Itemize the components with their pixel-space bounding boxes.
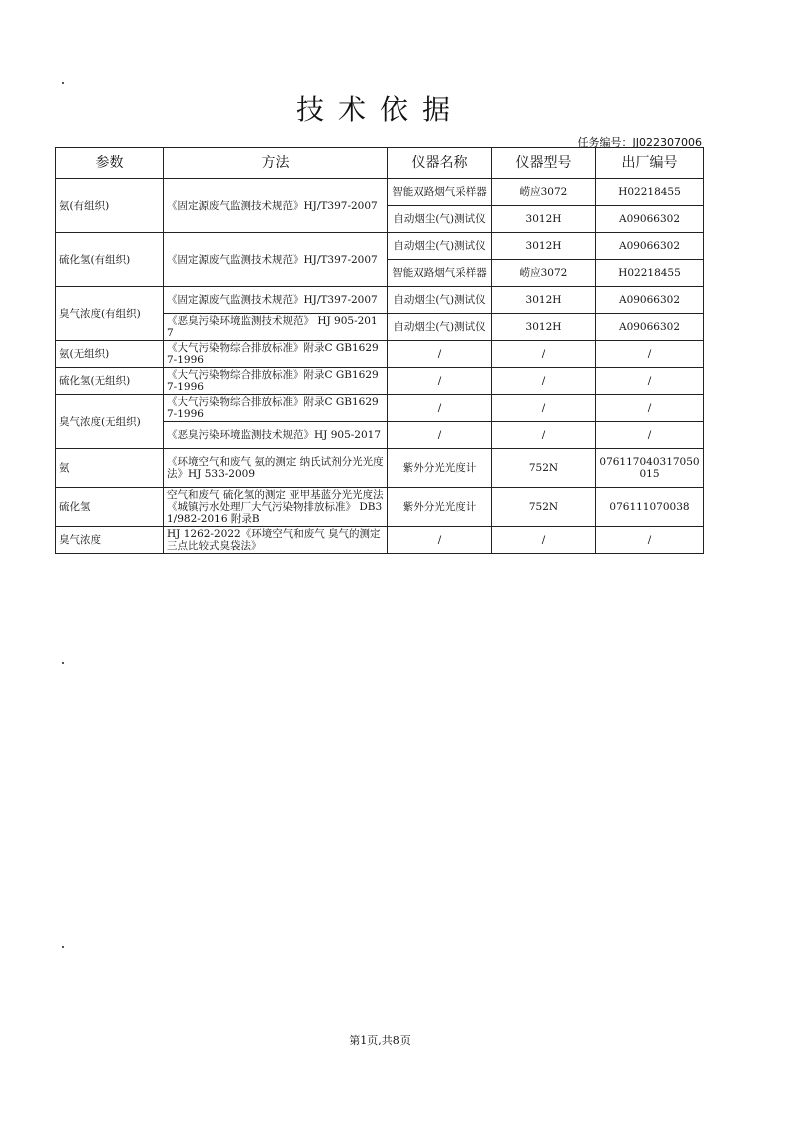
instrument-cell: 自动烟尘(气)测试仪	[388, 287, 492, 314]
page-footer: 第1页,共8页	[349, 1034, 411, 1047]
method-cell: 《固定源废气监测技术规范》HJ/T397-2007	[164, 179, 388, 233]
param-cell: 氨(无组织)	[56, 341, 164, 368]
serial-cell: /	[596, 527, 704, 554]
serial-cell: A09066302	[596, 206, 704, 233]
model-cell: /	[492, 395, 596, 422]
instrument-cell: /	[388, 368, 492, 395]
header-param: 参数	[56, 148, 164, 179]
model-cell: /	[492, 341, 596, 368]
instrument-cell: 智能双路烟气采样器	[388, 179, 492, 206]
scan-mark	[62, 82, 64, 84]
table-row	[56, 488, 704, 527]
table-row	[56, 341, 704, 368]
serial-cell: A09066302	[596, 287, 704, 314]
table-row	[56, 179, 704, 206]
param-cell: 氨(有组织)	[56, 179, 164, 233]
serial-cell: H02218455	[596, 179, 704, 206]
model-cell: /	[492, 422, 596, 449]
serial-cell: /	[596, 368, 704, 395]
header-instrument: 仪器名称	[388, 148, 492, 179]
instrument-cell: /	[388, 422, 492, 449]
model-cell: /	[492, 527, 596, 554]
instrument-cell: 自动烟尘(气)测试仪	[388, 206, 492, 233]
instrument-cell: /	[388, 395, 492, 422]
serial-cell: 076111070038	[596, 488, 704, 527]
method-cell: 《大气污染物综合排放标准》附录C GB16297-1996	[164, 368, 388, 395]
serial-cell: /	[596, 395, 704, 422]
param-cell: 臭气浓度(无组织)	[56, 395, 164, 449]
model-cell: 752N	[492, 488, 596, 527]
param-cell: 硫化氢(有组织)	[56, 233, 164, 287]
scan-mark	[62, 662, 64, 664]
header-serial: 出厂编号	[596, 148, 704, 179]
table-row	[56, 233, 704, 260]
method-cell: 《固定源废气监测技术规范》HJ/T397-2007	[164, 287, 388, 314]
model-cell: /	[492, 368, 596, 395]
method-cell: 《大气污染物综合排放标准》附录C GB16297-1996	[164, 341, 388, 368]
method-cell: 空气和废气 硫化氢的测定 亚甲基蓝分光光度法《城镇污水处理厂大气污染物排放标准》 DB31/982-2016 附录B	[164, 488, 388, 527]
method-cell: 《恶臭污染环境监测技术规范》 HJ 905-2017	[164, 314, 388, 341]
instrument-cell: 智能双路烟气采样器	[388, 260, 492, 287]
technical-basis-table	[55, 147, 704, 554]
table-row	[56, 527, 704, 554]
serial-cell: /	[596, 341, 704, 368]
serial-cell: /	[596, 422, 704, 449]
task-number: 任务编号：JJ022307006	[577, 136, 702, 149]
method-cell: 《恶臭污染环境监测技术规范》HJ 905-2017	[164, 422, 388, 449]
method-cell: 《大气污染物综合排放标准》附录C GB16297-1996	[164, 395, 388, 422]
param-cell: 臭气浓度(有组织)	[56, 287, 164, 341]
table-header-row	[56, 148, 704, 179]
page-title: 技术依据	[295, 93, 464, 126]
model-cell: 3012H	[492, 314, 596, 341]
header-model: 仪器型号	[492, 148, 596, 179]
serial-cell: A09066302	[596, 314, 704, 341]
param-cell: 氨	[56, 449, 164, 488]
table-row	[56, 395, 704, 422]
instrument-cell: 紫外分光光度计	[388, 488, 492, 527]
table-row	[56, 287, 704, 314]
model-cell: 3012H	[492, 233, 596, 260]
table-row	[56, 449, 704, 488]
model-cell: 3012H	[492, 287, 596, 314]
scan-mark	[62, 946, 64, 948]
param-cell: 硫化氢(无组织)	[56, 368, 164, 395]
header-method: 方法	[164, 148, 388, 179]
model-cell: 752N	[492, 449, 596, 488]
table-row	[56, 368, 704, 395]
instrument-cell: 自动烟尘(气)测试仪	[388, 233, 492, 260]
serial-cell: A09066302	[596, 233, 704, 260]
param-cell: 硫化氢	[56, 488, 164, 527]
instrument-cell: 自动烟尘(气)测试仪	[388, 314, 492, 341]
model-cell: 崂应3072	[492, 260, 596, 287]
param-cell: 臭气浓度	[56, 527, 164, 554]
method-cell: HJ 1262-2022《环境空气和废气 臭气的测定 三点比较式臭袋法》	[164, 527, 388, 554]
serial-cell: 076117040317050015	[596, 449, 704, 488]
instrument-cell: 紫外分光光度计	[388, 449, 492, 488]
method-cell: 《环境空气和废气 氨的测定 纳氏试剂分光光度法》HJ 533-2009	[164, 449, 388, 488]
method-cell: 《固定源废气监测技术规范》HJ/T397-2007	[164, 233, 388, 287]
instrument-cell: /	[388, 341, 492, 368]
model-cell: 崂应3072	[492, 179, 596, 206]
serial-cell: H02218455	[596, 260, 704, 287]
model-cell: 3012H	[492, 206, 596, 233]
instrument-cell: /	[388, 527, 492, 554]
